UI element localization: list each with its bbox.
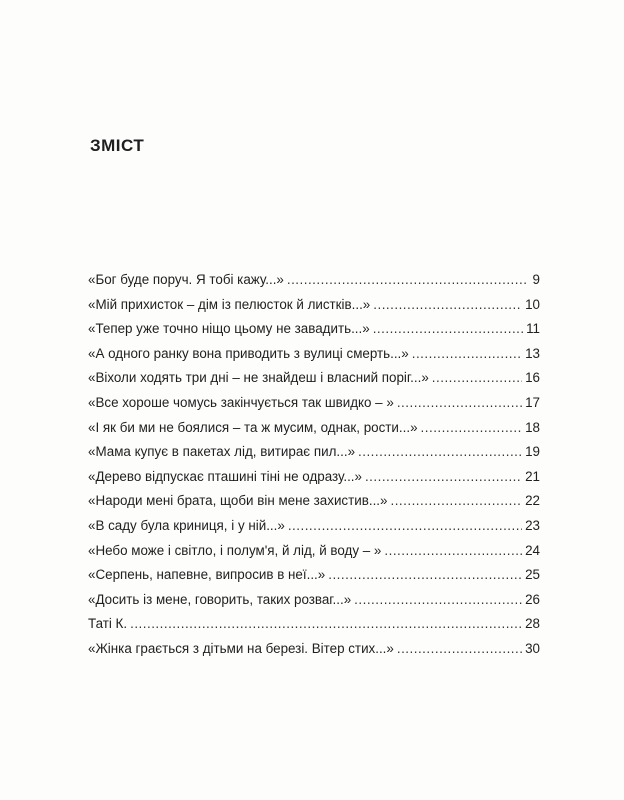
toc-entry xyxy=(88,563,540,588)
toc-entry-title: «Віхоли ходять три дні – не знайдеш і власний поріг...» xyxy=(88,370,429,386)
toc-page-number: 25 xyxy=(525,567,540,583)
toc-page-number: 21 xyxy=(525,468,540,484)
dot-leader xyxy=(365,465,522,490)
toc-entry xyxy=(88,465,540,490)
toc-page-number: 16 xyxy=(525,370,540,386)
toc-entry-title: «Бог буде поруч. Я тобі кажу...» xyxy=(88,272,284,287)
toc-page-number: 18 xyxy=(525,419,540,435)
toc-entry xyxy=(88,514,540,539)
dot-leader xyxy=(288,514,522,539)
toc-entry xyxy=(88,539,540,564)
toc-entry-title: «Дерево відпускає пташині тіні не одразу...» xyxy=(88,468,362,484)
toc-page-number: 10 xyxy=(525,296,540,312)
dot-leader xyxy=(373,293,522,318)
toc-page-number: 11 xyxy=(526,321,540,337)
toc-entry xyxy=(88,268,540,293)
dot-leader xyxy=(421,416,523,441)
toc-entry xyxy=(88,293,540,318)
dot-leader xyxy=(397,637,522,662)
toc-entry xyxy=(88,342,540,367)
toc-entry-title: «Жінка грається з дітьми на березі. Вітер стих...» xyxy=(88,640,394,656)
dot-leader xyxy=(432,366,522,391)
toc-page-number: 9 xyxy=(532,272,540,287)
toc-page-number: 13 xyxy=(525,345,540,361)
toc-page-number: 22 xyxy=(525,493,540,509)
toc-entry xyxy=(88,366,540,391)
toc-page-number: 17 xyxy=(525,394,540,410)
toc-entry xyxy=(88,612,540,637)
toc-entry-title: «Небо може і світло, і полум'я, й лід, й воду – » xyxy=(88,542,382,558)
toc-entry xyxy=(88,588,540,613)
toc-entry-title: «Досить із мене, говорить, таких розваг...» xyxy=(88,591,352,607)
toc-entry-title: «Мама купує в пакетах лід, витирає пил...» xyxy=(88,444,356,460)
dot-leader xyxy=(397,391,522,416)
toc-entry-title: Таті К. xyxy=(88,616,128,632)
toc-entry-title: «Мій прихисток – дім із пелюсток й листків...» xyxy=(88,296,371,312)
toc-entry-title: «Тепер уже точно ніщо цьому не завадить...» xyxy=(88,321,370,337)
dot-leader xyxy=(328,563,522,588)
dot-leader xyxy=(358,440,522,465)
toc-entry xyxy=(88,637,540,662)
dot-leader xyxy=(130,612,522,637)
toc-page-number: 26 xyxy=(525,591,540,607)
toc-page-number: 28 xyxy=(525,616,540,632)
toc-page-number: 23 xyxy=(525,517,540,533)
toc-entry-title: «Серпень, напевне, випросив в неї...» xyxy=(88,567,326,583)
toc-entry-title: «І як би ми не боялися – та ж мусим, однак, рости...» xyxy=(88,419,418,435)
page-title: ЗМІСТ xyxy=(90,136,145,155)
toc-entry xyxy=(88,440,540,465)
toc-entry xyxy=(88,391,540,416)
toc-entry-title: «А одного ранку вона приводить з вулиці смерть...» xyxy=(88,345,409,361)
dot-leader xyxy=(412,342,522,367)
toc-entry-title: «Народи мені брата, щоби він мене захистив...» xyxy=(88,493,388,509)
toc-entry xyxy=(88,489,540,514)
dot-leader xyxy=(384,539,522,564)
toc-entry xyxy=(88,416,540,441)
dot-leader xyxy=(390,489,522,514)
toc-page-number: 24 xyxy=(525,542,540,558)
dot-leader xyxy=(287,268,527,293)
dot-leader xyxy=(354,588,522,613)
toc-entry-title: «В саду була криниця, і у ній...» xyxy=(88,517,285,533)
toc-entry-title: «Все хороше чомусь закінчується так швидко – » xyxy=(88,394,394,410)
toc-page-number: 30 xyxy=(525,640,540,656)
table-of-contents xyxy=(88,268,540,662)
dot-leader xyxy=(373,317,523,342)
toc-page-number: 19 xyxy=(525,444,540,460)
toc-entry xyxy=(88,317,540,342)
